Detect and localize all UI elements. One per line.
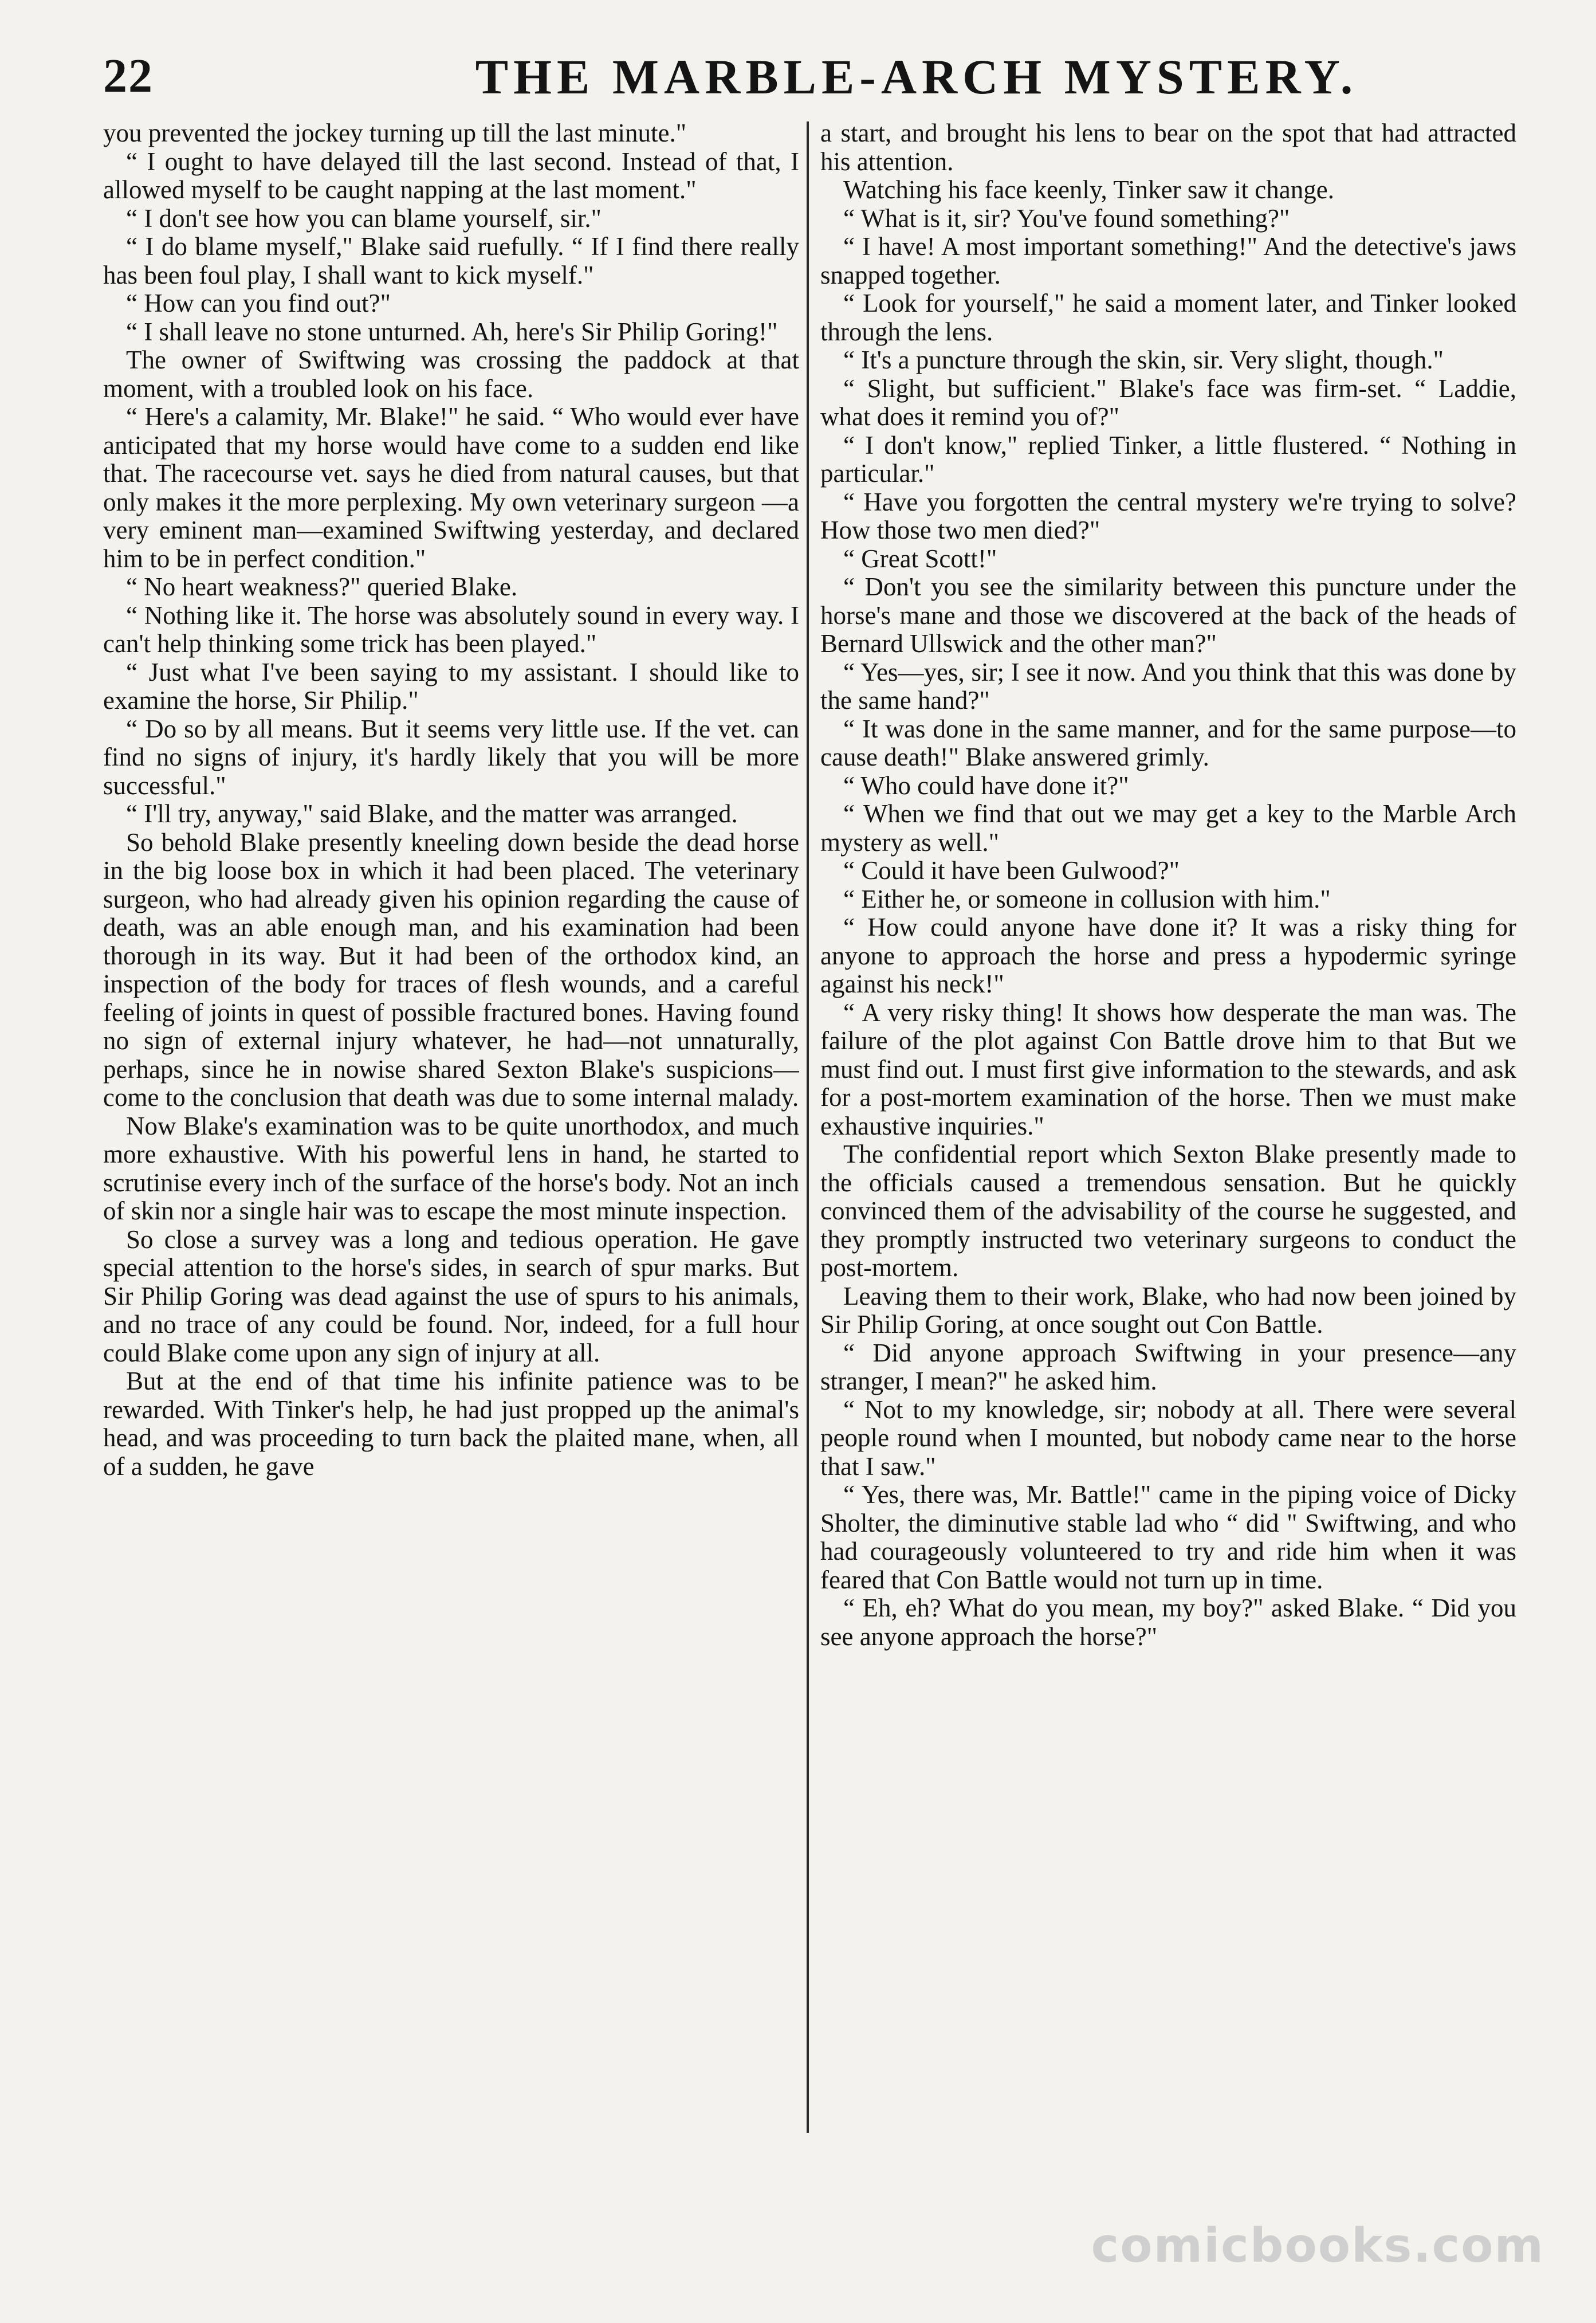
right-column [820, 119, 1516, 2136]
paragraph: “ Could it have been Gulwood?" [843, 856, 1180, 885]
paragraph: “ How could anyone have done it? It was a risky thing for anyone to approach the horse and press a hypodermic syringe against his neck!" [820, 913, 1516, 998]
paragraph: “ I'll try, anyway," said Blake, and the matter was arranged. [126, 799, 738, 828]
paragraph: “ When we find that out we may get a key to the Marble Arch mystery as well." [820, 799, 1516, 857]
paragraph: “ Did anyone approach Swiftwing in your presence—any stranger, I mean?" he asked him. [820, 1338, 1516, 1395]
paragraph: “ A very risky thing! It shows how desperate the man was. The failure of the plot against Con Battle drove him to that But we must find out. I must first give information to the stewards, and ask for a post-mortem examination of the horse. Then we must make exhaustive inquiries." [820, 998, 1516, 1140]
paragraph: “ Yes, there was, Mr. Battle!" came in the piping voice of Dicky Sholter, the diminutive stable lad who “ did " Swiftwing, and who had courageously volunteered to try and ride him when it was feared that Con Battle would not turn up in time. [820, 1480, 1516, 1594]
column-divider [807, 121, 809, 2133]
paragraph: So close a survey was a long and tedious operation. He gave special attention to the horse's sides, in search of spur marks. But Sir Philip Goring was dead against the use of spurs to his animals, and no trace of any could be found. Nor, indeed, for a full hour could Blake come upon any sign of injury at all. [103, 1225, 799, 1367]
paragraph: “ Don't you see the similarity between this puncture under the horse's mane and those we discovered at the back of the heads of Bernard Ullswick and the other man?" [820, 572, 1516, 658]
paragraph: “ What is it, sir? You've found something?" [843, 203, 1290, 233]
paragraph: “ Great Scott!" [843, 544, 997, 573]
paragraph: “ Here's a calamity, Mr. Blake!" he said. “ Who would ever have anticipated that my horse would have come to a sudden end like that. The racecourse vet. says he died from natural causes, but that only makes it the more perplexing. My own veterinary surgeon —a very eminent man—examined Swiftwing yesterday, and declared him to be in perfect condition." [103, 402, 799, 573]
paragraph: “ No heart weakness?" queried Blake. [126, 572, 518, 601]
paragraph: “ How can you find out?" [126, 289, 391, 317]
watermark: comicbooks.com [1091, 2219, 1544, 2273]
paragraph: “ I have! A most important something!" And the detective's jaws snapped together. [820, 232, 1516, 289]
paragraph: “ I don't see how you can blame yourself, sir." [126, 203, 602, 233]
paragraph: “ I do blame myself," Blake said ruefully. “ If I find there really has been foul play, I shall want to kick myself." [103, 232, 799, 289]
paragraph: The confidential report which Sexton Blake presently made to the officials caused a tremendous sensation. But he quickly convinced them of the advisability of the course he suggested, and they promptly instructed two veterinary surgeons to conduct the post-mortem. [820, 1140, 1516, 1282]
paragraph: “ Who could have done it?" [843, 771, 1129, 800]
paragraph: “ Slight, but sufficient." Blake's face was firm-set. “ Laddie, what does it remind you of?" [820, 374, 1516, 431]
paragraph: Watching his face keenly, Tinker saw it change. [843, 175, 1334, 204]
paragraph: Now Blake's examination was to be quite unorthodox, and much more exhaustive. With his powerful lens in hand, he started to scrutinise every inch of the surface of the horse's body. Not an inch of skin nor a single hair was to escape the most minute inspection. [103, 1111, 799, 1225]
page-number: 22 [103, 49, 154, 103]
paragraph: So behold Blake presently kneeling down beside the dead horse in the big loose box in which it had been placed. The veterinary surgeon, who had already given his opinion regarding the cause of death, was an able enough man, and his examination had been thorough in its way. But it had been of the orthodox kind, an inspection of the body for traces of flesh wounds, and a careful feeling of joints in quest of possible fractured bones. Having found no sign of external injury whatever, he had—not unnaturally, perhaps, since he in nowise shared Sexton Blake's suspicions—come to the conclusion that death was due to some internal malady. [103, 827, 799, 1112]
paragraph: “ Eh, eh? What do you mean, my boy?" asked Blake. “ Did you see anyone approach the horse?" [820, 1594, 1516, 1651]
paragraph: “ Just what I've been saying to my assistant. I should like to examine the horse, Sir Philip." [103, 657, 799, 715]
paragraph: “ Look for yourself," he said a moment later, and Tinker looked through the lens. [820, 289, 1516, 346]
paragraph: “ I don't know," replied Tinker, a little flustered. “ Nothing in particular." [820, 430, 1516, 488]
paragraph: “ Have you forgotten the central mystery we're trying to solve? How those two men died?" [820, 487, 1516, 544]
paragraph: Leaving them to their work, Blake, who had now been joined by Sir Philip Goring, at once sought out Con Battle. [820, 1281, 1516, 1339]
paragraph: “ Not to my knowledge, sir; nobody at all. There were several people round when I mounted, but nobody came near to the horse that I saw." [820, 1395, 1516, 1481]
paragraph: “ Nothing like it. The horse was absolutely sound in every way. I can't help thinking some trick has been played." [103, 601, 799, 658]
paragraph: “ It's a puncture through the skin, sir. Very slight, though." [843, 346, 1444, 374]
running-title: THE MARBLE-ARCH MYSTERY. [475, 49, 1358, 104]
paragraph: The owner of Swiftwing was crossing the paddock at that moment, with a troubled look on his face. [103, 346, 799, 403]
paragraph: “ Yes—yes, sir; I see it now. And you think that this was done by the same hand?" [820, 657, 1516, 715]
paragraph: “ It was done in the same manner, and for the same purpose—to cause death!" Blake answered grimly. [820, 714, 1516, 771]
paragraph: “ Either he, or someone in collusion with him." [843, 884, 1331, 913]
page-header [103, 45, 1524, 113]
paragraph: “ I shall leave no stone unturned. Ah, here's Sir Philip Goring!" [126, 317, 778, 346]
paragraph: you prevented the jockey turning up till the last minute." [103, 119, 687, 147]
paragraph: a start, and brought his lens to bear on the spot that had attracted his attention. [820, 119, 1516, 176]
paragraph: “ I ought to have delayed till the last second. Instead of that, I allowed myself to be caught napping at the last moment." [103, 147, 799, 204]
left-column [103, 119, 799, 2136]
paragraph: “ Do so by all means. But it seems very little use. If the vet. can find no signs of injury, it's hardly likely that you will be more successful." [103, 714, 799, 800]
paragraph: But at the end of that time his infinite patience was to be rewarded. With Tinker's help, he had just propped up the animal's head, and was proceeding to turn back the plaited mane, when, all of a sudden, he gave [103, 1367, 799, 1481]
